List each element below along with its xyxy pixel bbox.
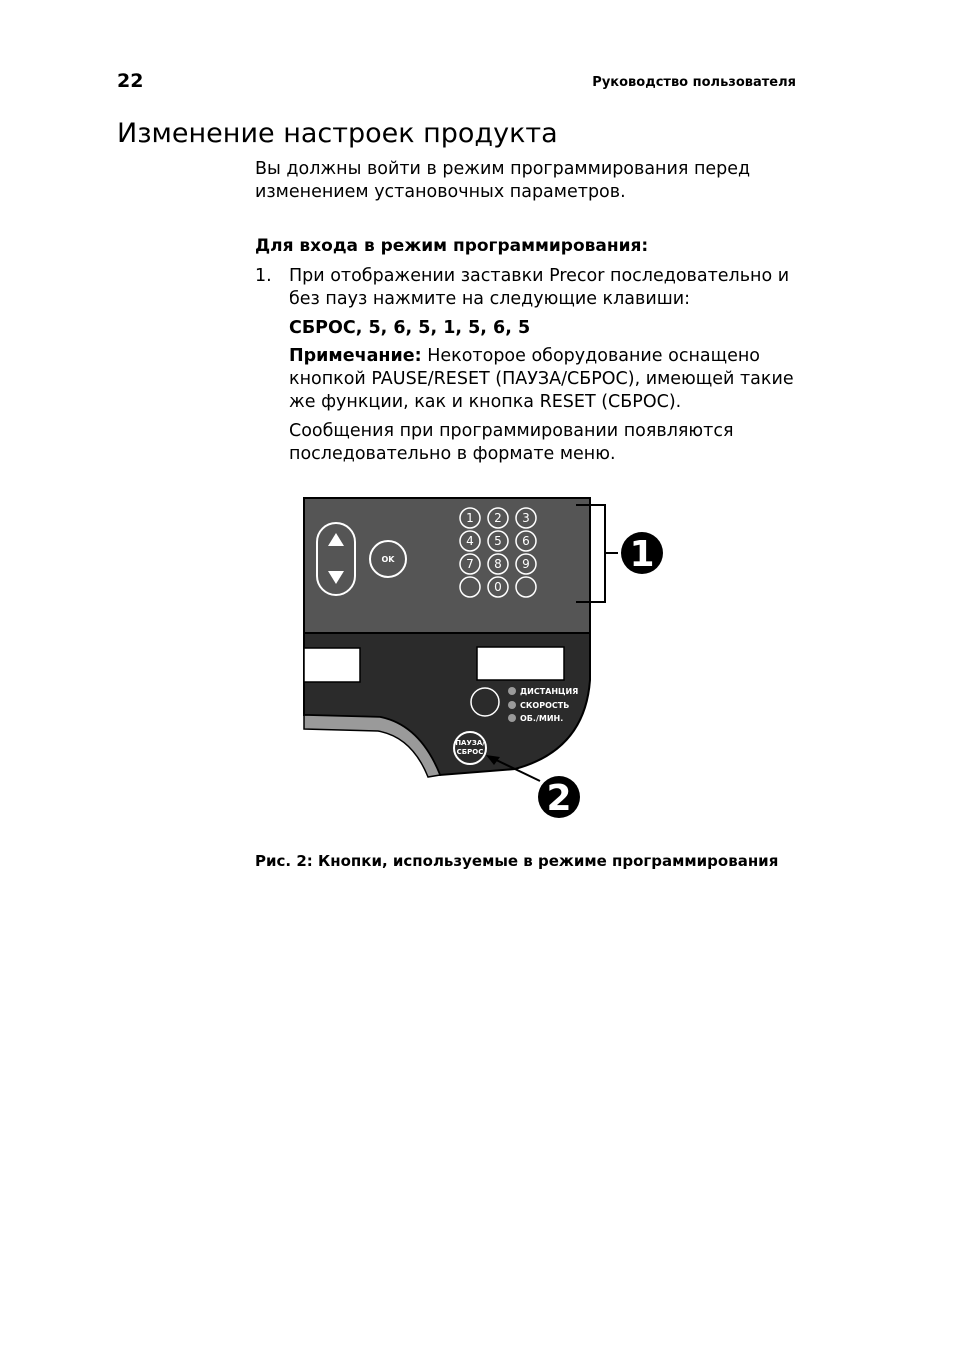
indicator-led-rpm — [508, 714, 516, 722]
note-text: Некоторое оборудование оснащено кнопкой PAUSE/RESET (ПАУЗА/СБРОС), имеющей такие же функции, как и кнопка RESET (СБРОС). — [289, 346, 794, 412]
callout-1-number: 1 — [629, 534, 655, 575]
indicator-label-speed: СКОРОСТЬ — [520, 701, 570, 710]
keypad-key-label: 1 — [466, 511, 474, 525]
keypad-key-blank-9[interactable] — [460, 577, 480, 597]
keypad-key-label: 8 — [494, 557, 502, 571]
keypad-key-label: 9 — [522, 557, 530, 571]
right-display-window — [477, 647, 564, 680]
note-paragraph — [289, 345, 809, 414]
keypad-key-label: 6 — [522, 534, 530, 548]
step-number: 1. — [255, 266, 272, 286]
page-number: 22 — [117, 70, 144, 92]
note-label: Примечание: — [289, 346, 422, 366]
pause-reset-label-line2: СБРОС — [456, 748, 484, 756]
ok-label: OK — [381, 555, 395, 564]
key-sequence: СБРОС, 5, 6, 5, 1, 5, 6, 5 — [289, 318, 531, 338]
keypad-key-label: 3 — [522, 511, 530, 525]
intro-paragraph: Вы должны войти в режим программирования перед изменением установочных параметров. — [255, 159, 751, 202]
figure-caption: Рис. 2: Кнопки, используемые в режиме программирования — [255, 852, 779, 870]
keypad-key-label: 0 — [494, 580, 502, 594]
procedure-heading: Для входа в режим программирования: — [255, 236, 649, 256]
step-text: При отображении заставки Precor последовательно и без пауз нажмите на следующие клавиши: — [289, 266, 790, 309]
left-display-window — [304, 648, 360, 682]
indicator-led-speed — [508, 701, 516, 709]
keypad-key-label: 7 — [466, 557, 474, 571]
keypad-key-label: 4 — [466, 534, 474, 548]
indicator-label-distance: ДИСТАНЦИЯ — [520, 687, 579, 696]
keypad-key-label: 2 — [494, 511, 502, 525]
section-title: Изменение настроек продукта — [117, 118, 558, 149]
running-header: Руководство пользователя — [592, 75, 796, 90]
display-select-button[interactable] — [471, 688, 499, 716]
keypad-key-label: 5 — [494, 534, 502, 548]
console-figure — [300, 495, 680, 825]
indicator-label-rpm: ОБ./МИН. — [520, 714, 564, 723]
keypad-key-blank-11[interactable] — [516, 577, 536, 597]
indicator-led-distance — [508, 687, 516, 695]
pause-reset-label-line1: ПАУЗА/ — [455, 739, 485, 747]
callout-2-number: 2 — [546, 778, 572, 819]
messages-paragraph: Сообщения при программировании появляются последовательно в формате меню. — [289, 421, 734, 464]
